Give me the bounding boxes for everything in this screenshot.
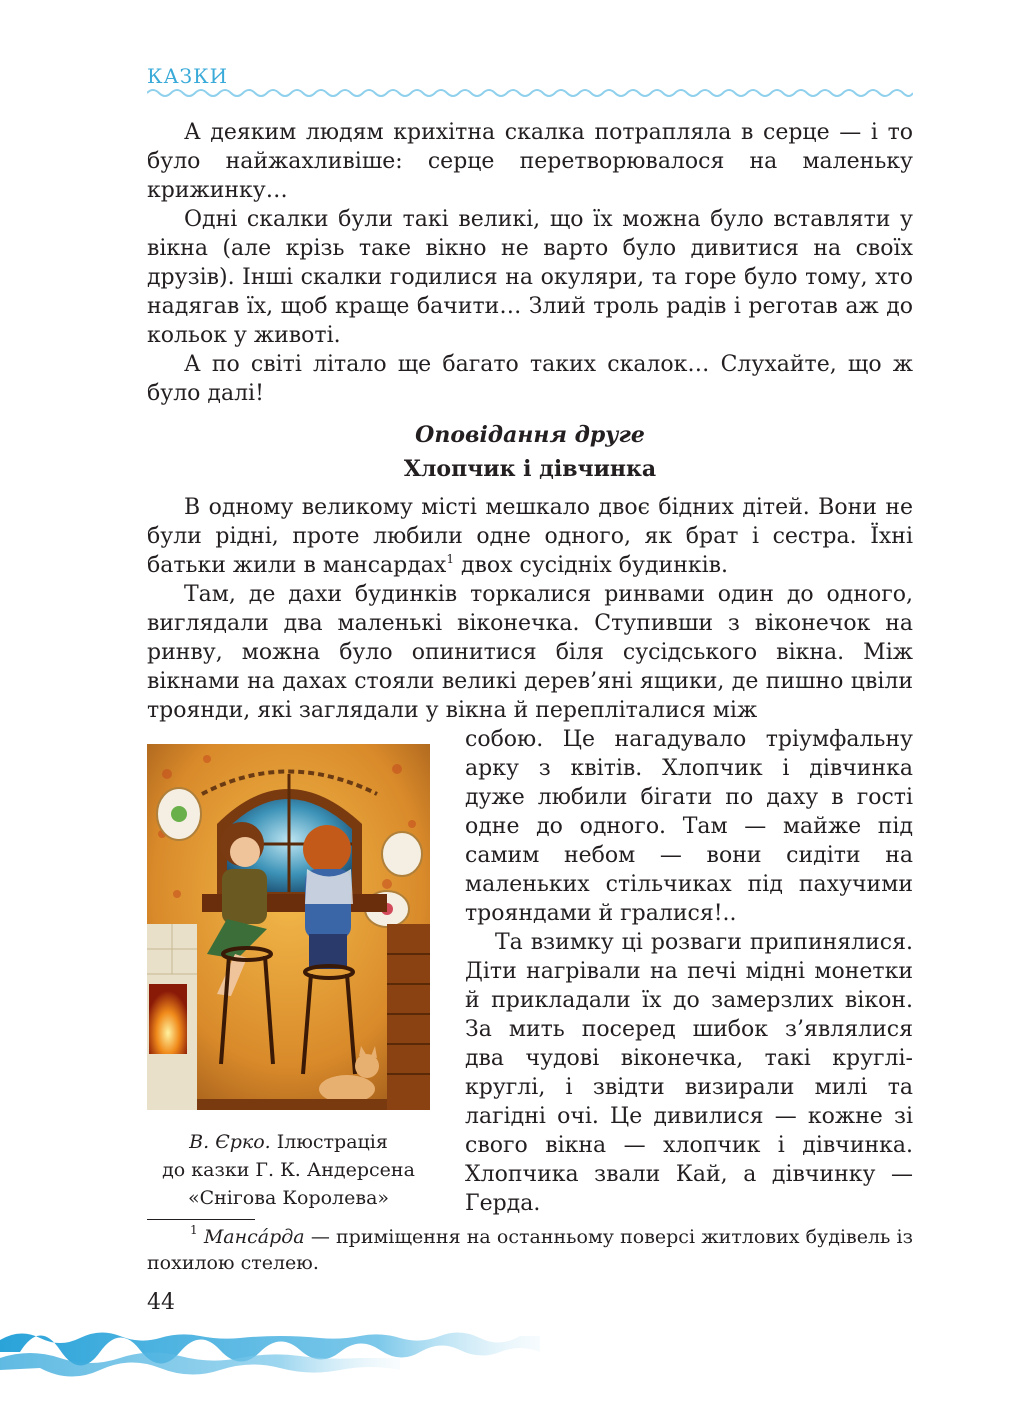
paragraph-3: А по світі літало ще багато таких скалок… Слухайте, що ж було далі! xyxy=(147,352,913,406)
illustration-caption xyxy=(147,1128,430,1212)
paragraph-4 xyxy=(147,493,913,580)
paragraph-1: А деяким людям крихітна скалка потрапляла в серце — і то було найжахливіше: серце перетворювалося на маленьку крижинку… xyxy=(147,120,913,203)
caption-line2: до казки Г. К. Андерсена xyxy=(162,1159,415,1181)
paragraph-4-text: В одному великому місті мешкало двоє бідних дітей. Вони не були рідні, проте любили одне одного, як брат і сестра. Їхні батьки жили в мансардах xyxy=(147,495,913,578)
story-label: Оповідання друге xyxy=(415,422,645,448)
illustration-image xyxy=(147,744,430,1110)
page-number: 44 xyxy=(147,1290,175,1315)
footnote-marker: 1 xyxy=(190,1223,198,1237)
caption-line1: Ілюстрація xyxy=(270,1131,388,1153)
footnote-ref[interactable]: 1 xyxy=(446,552,454,566)
caption-author: В. Єрко. xyxy=(189,1131,271,1153)
section-header: КАЗКИ xyxy=(147,64,229,88)
paragraph-2: Одні скалки були такі великі, що їх можна було вставляти у вікна (але крізь таке вікно не варто було дивитися на своїх друзів). Інші скалки годилися на окуляри, та горе було тому, хто надягав їх, щоб краще бачити… Злий троль радів і реготав аж до кольок у животі. xyxy=(147,207,913,348)
footnote-text: — приміщення на останньому поверсі житлових будівель із похилою стелею. xyxy=(147,1226,913,1274)
footnote xyxy=(147,1224,913,1276)
header-wave-decoration xyxy=(147,86,913,100)
caption-line3: «Снігова Королева» xyxy=(187,1187,390,1209)
paragraph-5: Там, де дахи будинків торкалися ринвами один до одного, виглядали два маленькі віконечка. Ступивши з віконечок на ринву, можна було опинитися біля сусідського вікна. Між вікнами на дахах стояли великі дерев’яні ящики, де пишно цвіли троянди, які заглядали у вікна й перепліталися між xyxy=(147,582,913,723)
bottom-wave-decoration xyxy=(0,1318,540,1378)
footnote-divider xyxy=(147,1219,255,1220)
paragraph-4-end: двох сусідніх будинків. xyxy=(453,553,729,578)
footnote-term: Мансáрда xyxy=(203,1226,305,1248)
story-title: Хлопчик і дівчинка xyxy=(403,456,657,482)
paragraph-wrap-2: Та взимку ці розваги припинялися. Діти нагрівали на печі мідні монетки й прикладали їх до замерзлих вікон. За мить посеред шибок з’являлися два чудові віконечка, такі круглі-круглі, і звідти визирали милі та лагідні очі. Це дивилися — кожне зі свого вікна — хлопчик і дівчинка. Хлопчика звали Кай, а дівчинку — Герда. xyxy=(465,930,913,1216)
illustration xyxy=(147,744,430,1110)
paragraph-wrap-1: собою. Це нагадувало тріумфальну арку з квітів. Хлопчик і дівчинка дуже любили бігати по даху в гості одне до одного. Там — майже під самим небом — вони сидіти на маленьких стільчиках під пахучими трояндами й гралися!.. xyxy=(465,727,913,926)
